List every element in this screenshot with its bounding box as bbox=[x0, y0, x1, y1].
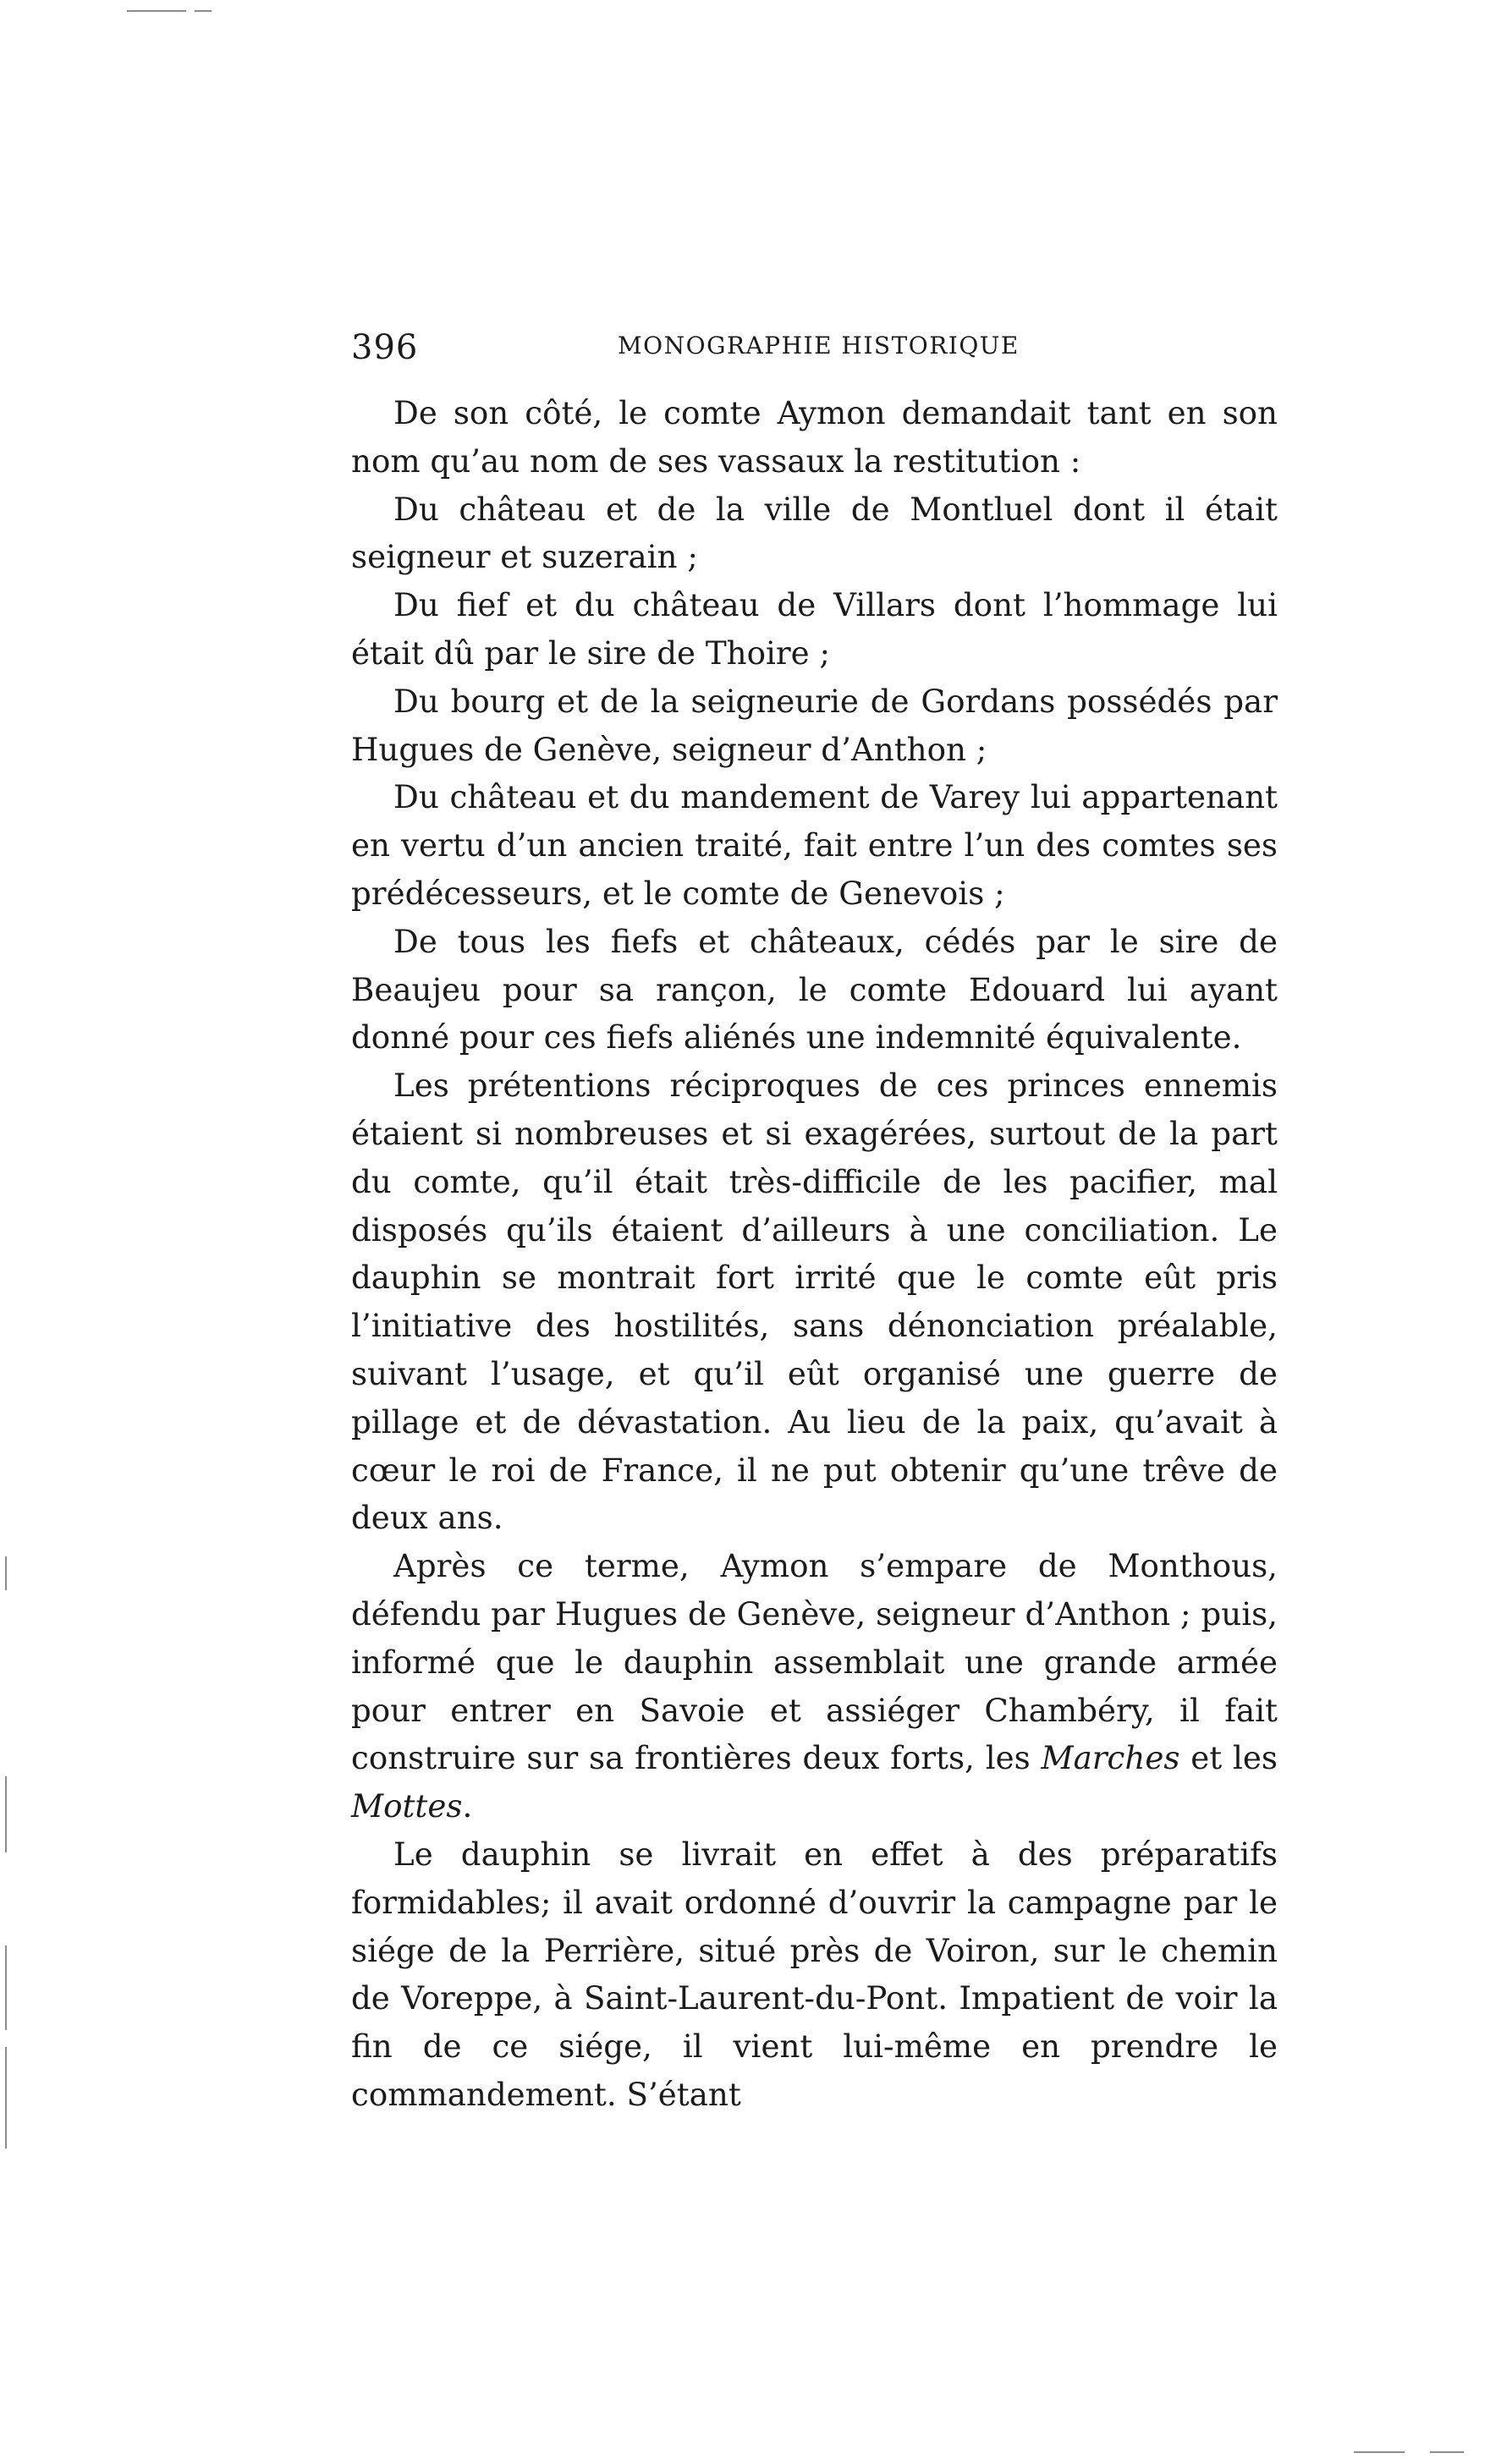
paragraph-text: et les bbox=[1179, 1739, 1278, 1777]
paragraph bbox=[351, 918, 1278, 1062]
paragraph-text: Du château et du mandement de Varey lui appartenant en vertu d’un ancien traité, fait entre l’un des comtes ses prédécesseurs, et le comte de Genevois ; bbox=[351, 778, 1278, 912]
scan-mark-left-4 bbox=[5, 2047, 7, 2148]
paragraph bbox=[351, 581, 1278, 678]
paragraph bbox=[351, 1062, 1278, 1542]
paragraph-text: Du fief et du château de Villars dont l’hommage lui était dû par le sire de Thoire ; bbox=[351, 586, 1278, 672]
paragraph bbox=[351, 678, 1278, 774]
paragraph bbox=[351, 486, 1278, 582]
italic-text: Mottes bbox=[351, 1787, 463, 1825]
paragraph-text: Du château et de la ville de Montluel dont il était seigneur et suzerain ; bbox=[351, 490, 1278, 576]
paragraph-text: De son côté, le comte Aymon demandait tant en son nom qu’au nom de ses vassaux la restitution : bbox=[351, 394, 1278, 480]
running-head: MONOGRAPHIE HISTORIQUE bbox=[618, 332, 1020, 359]
page-header bbox=[351, 328, 1282, 379]
scan-mark-bottom-right-2 bbox=[1430, 2451, 1464, 2453]
scan-mark-left-1 bbox=[5, 1556, 7, 1590]
page-number: 396 bbox=[351, 328, 419, 367]
paragraph bbox=[351, 773, 1278, 917]
paragraph-text: Après ce terme, Aymon s’empare de Monthous, défendu par Hugues de Genève, seigneur d’Anthon ; puis, informé que le dauphin assemblait une grande armée pour entrer en Savoie et assiéger Chambéry, il fait construire sur sa frontières deux forts, les bbox=[351, 1547, 1278, 1777]
paragraph-text: . bbox=[462, 1787, 473, 1825]
scan-mark-left-3 bbox=[5, 1945, 7, 2030]
paragraph-text: Le dauphin se livrait en effet à des préparatifs formidables; il avait ordonné d’ouvrir la campagne par le siége de la Perrière, situé près de Voiron, sur le chemin de Voreppe, à Saint-Laurent-du-Pont. Impatient de voir la fin de ce siége, il vient lui-même en prendre le commandement. S’étant bbox=[351, 1835, 1278, 2113]
paragraph-text: De tous les fiefs et châteaux, cédés par le sire de Beaujeu pour sa rançon, le comte Edouard lui ayant donné pour ces fiefs aliénés une indemnité équivalente. bbox=[351, 922, 1278, 1056]
paragraph-text: Du bourg et de la seigneurie de Gordans possédés par Hugues de Genève, seigneur d’Anthon ; bbox=[351, 682, 1278, 768]
paragraph bbox=[351, 1542, 1278, 1830]
scan-mark-top-left bbox=[127, 10, 186, 12]
paragraph bbox=[351, 389, 1278, 486]
italic-text: Marches bbox=[1041, 1739, 1180, 1777]
body-text bbox=[351, 389, 1278, 2119]
paragraph bbox=[351, 1830, 1278, 2119]
scan-mark-bottom-right bbox=[1354, 2451, 1405, 2453]
scan-mark-top-left-2 bbox=[195, 10, 212, 12]
scan-mark-left-2 bbox=[5, 1776, 7, 1852]
paragraph-text: Les prétentions réciproques de ces princes ennemis étaient si nombreuses et si exagérées, surtout de la part du comte, qu’il était très-difficile de les pacifier, mal disposés qu’ils étaient d’ailleurs à une conciliation. Le dauphin se montrait fort irrité que le comte eût pris l’initiative des hostilités, sans dénonciation préalable, suivant l’usage, et qu’il eût organisé une guerre de pillage et de dévastation. Au lieu de la paix, qu’avait à cœur le roi de France, il ne put obtenir qu’une trêve de deux ans. bbox=[351, 1067, 1278, 1537]
